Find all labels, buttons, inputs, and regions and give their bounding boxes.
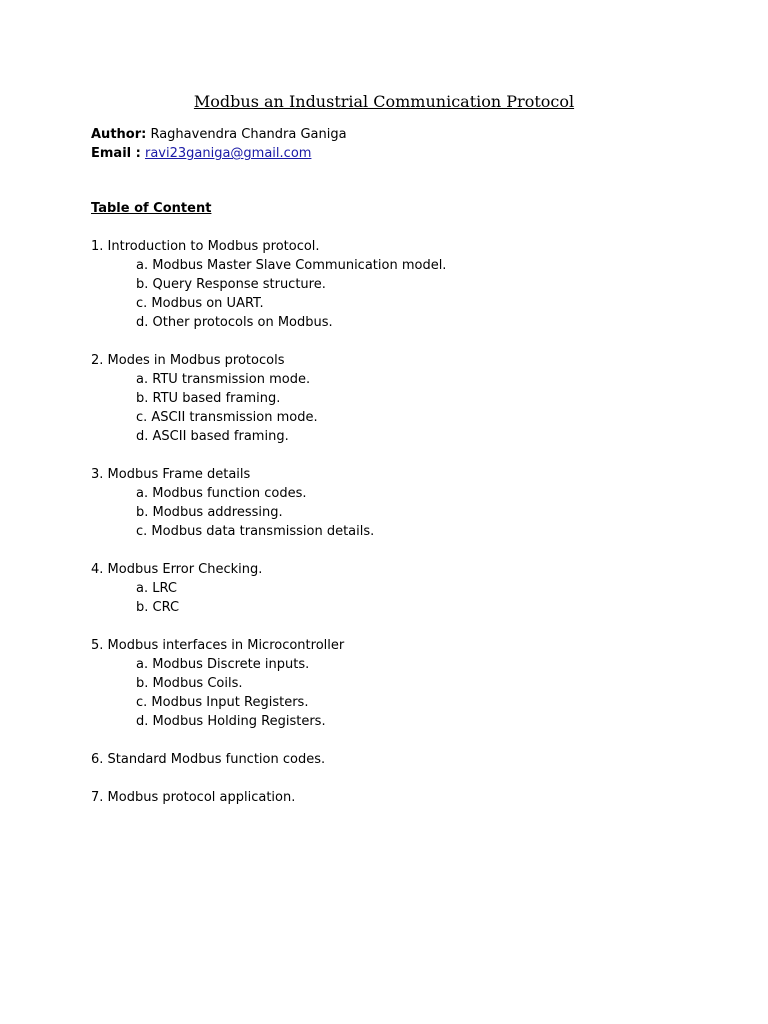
toc-sub-item: a. Modbus Discrete inputs. — [136, 657, 310, 672]
toc-section-title: 7. Modbus protocol application. — [91, 790, 296, 805]
toc-sub-item: b. CRC — [136, 600, 180, 615]
toc-sub-item: a. Modbus function codes. — [136, 486, 307, 501]
toc-section — [91, 750, 711, 769]
toc-sub-item: a. LRC — [136, 581, 177, 596]
toc-sub-item: c. Modbus data transmission details. — [136, 524, 375, 539]
toc-sub-item: c. Modbus on UART. — [136, 296, 264, 311]
document-title: Modbus an Industrial Communication Protocol — [193, 92, 575, 111]
author-name: Raghavendra Chandra Ganiga — [150, 127, 347, 142]
author-line — [91, 127, 347, 142]
toc-sub-item: b. Query Response structure. — [136, 277, 326, 292]
toc-sub-item: d. Other protocols on Modbus. — [136, 315, 333, 330]
toc-section-title: 5. Modbus interfaces in Microcontroller — [91, 638, 345, 653]
toc-section — [91, 465, 711, 541]
toc-sub-item: d. ASCII based framing. — [136, 429, 289, 444]
toc-sub-item: a. Modbus Master Slave Communication model. — [136, 258, 447, 273]
email-label: Email : — [91, 146, 141, 161]
toc-sub-item: c. Modbus Input Registers. — [136, 695, 309, 710]
toc-section — [91, 788, 711, 807]
toc-sub-item: b. Modbus Coils. — [136, 676, 243, 691]
author-label: Author: — [91, 127, 147, 142]
toc-section — [91, 636, 711, 731]
toc-section — [91, 560, 711, 617]
toc-section — [91, 237, 711, 332]
toc-sub-item: a. RTU transmission mode. — [136, 372, 311, 387]
toc-sub-item: c. ASCII transmission mode. — [136, 410, 318, 425]
toc-sub-item: b. RTU based framing. — [136, 391, 281, 406]
email-link[interactable]: ravi23ganiga@gmail.com — [144, 146, 312, 161]
toc-heading: Table of Content — [91, 201, 212, 216]
toc-section-title: 4. Modbus Error Checking. — [91, 562, 263, 577]
toc-section — [91, 351, 711, 446]
toc-section-title: 1. Introduction to Modbus protocol. — [91, 239, 320, 254]
email-line — [91, 146, 311, 161]
toc-section-title: 3. Modbus Frame details — [91, 467, 251, 482]
toc-section-title: 2. Modes in Modbus protocols — [91, 353, 285, 368]
toc-sub-item: b. Modbus addressing. — [136, 505, 283, 520]
toc-sub-item: d. Modbus Holding Registers. — [136, 714, 326, 729]
table-of-contents — [91, 237, 711, 826]
toc-section-title: 6. Standard Modbus function codes. — [91, 752, 326, 767]
